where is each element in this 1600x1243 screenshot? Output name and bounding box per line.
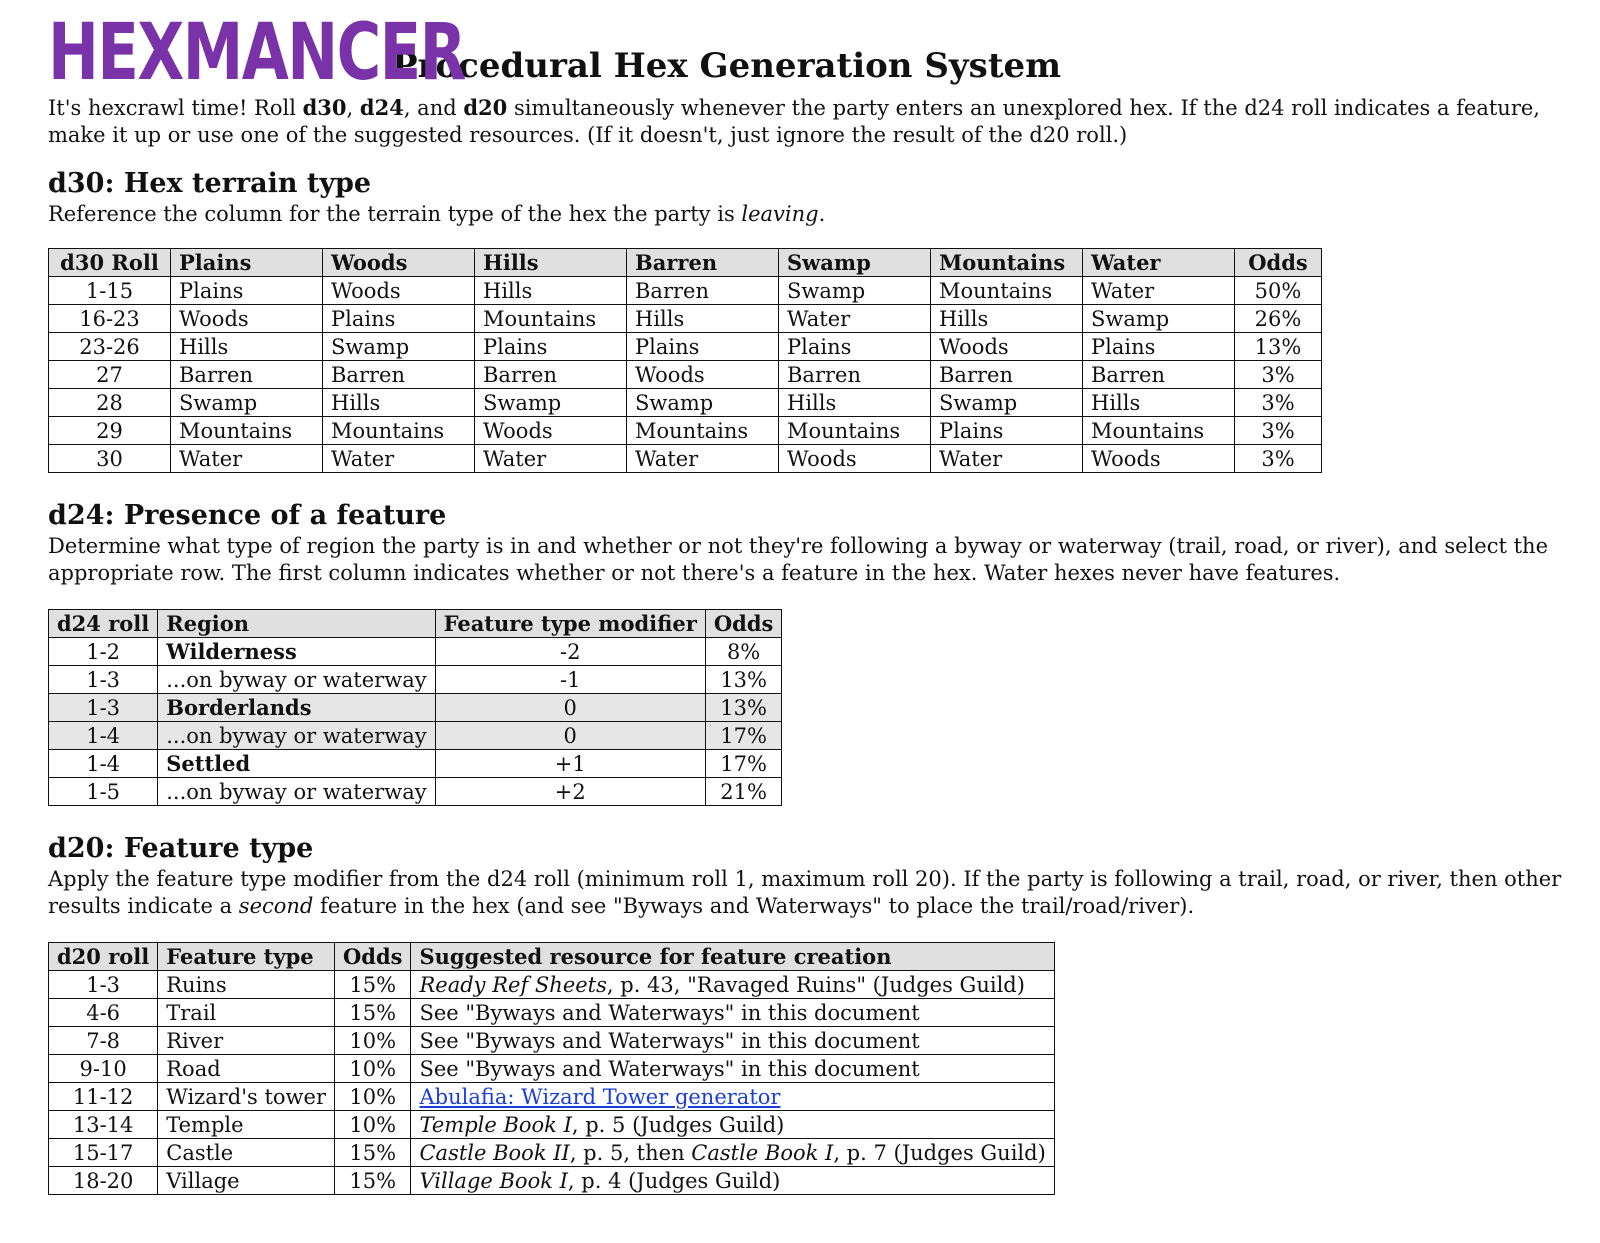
table-cell: Woods (171, 305, 323, 333)
region-cell: Settled (158, 750, 435, 778)
resource-cell (411, 1055, 1054, 1083)
column-header: Plains (171, 249, 323, 277)
table-cell: Water (323, 445, 475, 473)
table-cell: Mountains (323, 417, 475, 445)
intro-d20: d20 (463, 95, 508, 120)
table-cell: 3% (1235, 417, 1322, 445)
table-row (49, 666, 782, 694)
column-header: d24 roll (49, 610, 158, 638)
table-cell: Swamp (171, 389, 323, 417)
resource-book-title: Temple Book I (419, 1112, 572, 1137)
odds-cell: 8% (705, 638, 781, 666)
odds-cell: 15% (335, 1167, 411, 1195)
desc-text: . (818, 202, 826, 226)
feature-type-table (48, 942, 1055, 1195)
table-cell: Mountains (627, 417, 779, 445)
table-cell: Hills (627, 305, 779, 333)
table-cell: Swamp (475, 389, 627, 417)
table-cell: 3% (1235, 361, 1322, 389)
roll-cell: 1-5 (49, 778, 158, 806)
modifier-cell: 0 (435, 694, 705, 722)
region-cell: ...on byway or waterway (158, 666, 435, 694)
table-cell: Mountains (1083, 417, 1235, 445)
feature-presence-table (48, 609, 782, 806)
table-cell: Hills (931, 305, 1083, 333)
column-header: d20 roll (49, 943, 158, 971)
table-row (49, 333, 1322, 361)
region-cell: ...on byway or waterway (158, 778, 435, 806)
feature-type-cell: Ruins (158, 971, 335, 999)
feature-type-cell: Castle (158, 1139, 335, 1167)
roll-cell: 9-10 (49, 1055, 158, 1083)
odds-cell: 17% (705, 750, 781, 778)
resource-cell (411, 1167, 1054, 1195)
table-cell: 50% (1235, 277, 1322, 305)
roll-cell: 11-12 (49, 1083, 158, 1111)
table-cell: Water (931, 445, 1083, 473)
table-cell: 23-26 (49, 333, 171, 361)
odds-cell: 10% (335, 1083, 411, 1111)
table-row (49, 971, 1055, 999)
resource-cell (411, 1139, 1054, 1167)
desc-text: Reference the column for the terrain type of the hex the party is (48, 202, 742, 226)
column-header: Odds (1235, 249, 1322, 277)
column-header: Hills (475, 249, 627, 277)
table-row (49, 1167, 1055, 1195)
resource-book-title: Village Book I (419, 1168, 568, 1193)
column-header: Odds (705, 610, 781, 638)
column-header: Region (158, 610, 435, 638)
terrain-table (48, 248, 1322, 473)
page-title: Procedural Hex Generation System (392, 46, 1062, 86)
odds-cell: 10% (335, 1027, 411, 1055)
desc-emphasis: leaving (741, 202, 819, 226)
roll-cell: 1-2 (49, 638, 158, 666)
table-cell: Water (171, 445, 323, 473)
column-header: Suggested resource for feature creation (411, 943, 1054, 971)
resource-text: See "Byways and Waterways" in this document (419, 1028, 920, 1053)
region-cell: Wilderness (158, 638, 435, 666)
table-cell: Hills (171, 333, 323, 361)
section-heading-feature-presence: d24: Presence of a feature (48, 500, 447, 531)
table-cell: Plains (1083, 333, 1235, 361)
feature-type-cell: Trail (158, 999, 335, 1027)
resource-text: , p. 5 (Judges Guild) (571, 1112, 785, 1137)
table-row (49, 1111, 1055, 1139)
table-row (49, 1027, 1055, 1055)
table-row (49, 638, 782, 666)
odds-cell: 10% (335, 1055, 411, 1083)
column-header: Feature type modifier (435, 610, 705, 638)
table-row (49, 277, 1322, 305)
roll-cell: 13-14 (49, 1111, 158, 1139)
hexmancer-logo: HEXMANCER (48, 8, 465, 98)
table-row (49, 389, 1322, 417)
table-row (49, 361, 1322, 389)
modifier-cell: +2 (435, 778, 705, 806)
table-row (49, 305, 1322, 333)
modifier-cell: -2 (435, 638, 705, 666)
feature-type-cell: Village (158, 1167, 335, 1195)
desc-text: feature in the hex (and see "Byways and Waterways" to place the trail/road/river). (313, 894, 1195, 918)
modifier-cell: -1 (435, 666, 705, 694)
column-header: Odds (335, 943, 411, 971)
document-page (48, 6, 1568, 1195)
table-cell: Barren (627, 277, 779, 305)
odds-cell: 13% (705, 694, 781, 722)
modifier-cell: 0 (435, 722, 705, 750)
odds-cell: 15% (335, 999, 411, 1027)
intro-text: , (346, 96, 360, 120)
roll-cell: 7-8 (49, 1027, 158, 1055)
table-cell: Hills (475, 277, 627, 305)
resource-text: See "Byways and Waterways" in this document (419, 1000, 920, 1025)
resource-book-title: Ready Ref Sheets (419, 972, 607, 997)
table-cell: Water (1083, 277, 1235, 305)
table-cell: Barren (323, 361, 475, 389)
table-row (49, 1083, 1055, 1111)
table-cell: 1-15 (49, 277, 171, 305)
table-header-row (49, 610, 782, 638)
table-cell: Woods (627, 361, 779, 389)
odds-cell: 10% (335, 1111, 411, 1139)
table-cell: Swamp (1083, 305, 1235, 333)
table-cell: Plains (627, 333, 779, 361)
column-header: Swamp (779, 249, 931, 277)
table-row (49, 722, 782, 750)
region-cell: Borderlands (158, 694, 435, 722)
header (48, 6, 1568, 98)
table-cell: Barren (931, 361, 1083, 389)
roll-cell: 1-3 (49, 694, 158, 722)
table-cell: Woods (779, 445, 931, 473)
feature-type-cell: Wizard's tower (158, 1083, 335, 1111)
table-cell: 13% (1235, 333, 1322, 361)
intro-paragraph (48, 94, 1558, 149)
section-desc-feature-presence: Determine what type of region the party is in and whether or not they're following a byway or waterway (trail, road, or river), and select the appropriate row. The first column indicates whether or not there's a feature in the hex. Water hexes never have features. (48, 534, 1548, 585)
table-cell: Water (779, 305, 931, 333)
resource-text: See "Byways and Waterways" in this document (419, 1056, 920, 1081)
table-cell: Barren (779, 361, 931, 389)
modifier-cell: +1 (435, 750, 705, 778)
table-cell: Mountains (171, 417, 323, 445)
resource-text: , p. 4 (Judges Guild) (567, 1168, 781, 1193)
column-header: Feature type (158, 943, 335, 971)
column-header: Mountains (931, 249, 1083, 277)
table-row (49, 417, 1322, 445)
resource-text: , p. 43, "Ravaged Ruins" (Judges Guild) (606, 972, 1025, 997)
table-cell: Water (627, 445, 779, 473)
roll-cell: 15-17 (49, 1139, 158, 1167)
odds-cell: 15% (335, 1139, 411, 1167)
resource-book-title: Castle Book II (419, 1140, 570, 1165)
table-cell: Plains (323, 305, 475, 333)
table-cell: Woods (323, 277, 475, 305)
roll-cell: 1-3 (49, 971, 158, 999)
table-row (49, 778, 782, 806)
table-header-row (49, 943, 1055, 971)
table-cell: Swamp (627, 389, 779, 417)
section-desc-terrain (48, 201, 1568, 228)
wizard-tower-generator-link[interactable]: Abulafia: Wizard Tower generator (419, 1084, 781, 1109)
roll-cell: 1-3 (49, 666, 158, 694)
roll-cell: 1-4 (49, 750, 158, 778)
desc-emphasis: second (238, 894, 314, 918)
table-cell: 28 (49, 389, 171, 417)
table-cell: 27 (49, 361, 171, 389)
column-header: Water (1083, 249, 1235, 277)
table-cell: Woods (475, 417, 627, 445)
intro-text: , and (403, 96, 464, 120)
roll-cell: 18-20 (49, 1167, 158, 1195)
column-header: Barren (627, 249, 779, 277)
table-cell: Mountains (779, 417, 931, 445)
table-cell: Mountains (475, 305, 627, 333)
desc-text: Apply the feature type modifier from the d24 roll (minimum roll 1, maximum roll 20). If the party is following a trail, road, or river, then other results indicate a (48, 867, 1562, 918)
table-cell: Mountains (931, 277, 1083, 305)
resource-text: , p. 5, then (569, 1140, 692, 1165)
table-cell: Barren (475, 361, 627, 389)
section-desc-feature-type (48, 866, 1568, 920)
table-cell: Swamp (323, 333, 475, 361)
table-cell: Swamp (779, 277, 931, 305)
section-heading-feature-type: d20: Feature type (48, 833, 314, 864)
table-row (49, 1055, 1055, 1083)
odds-cell: 15% (335, 971, 411, 999)
table-cell: Barren (171, 361, 323, 389)
table-cell: Woods (931, 333, 1083, 361)
table-cell: Hills (323, 389, 475, 417)
roll-cell: 1-4 (49, 722, 158, 750)
section-heading-terrain: d30: Hex terrain type (48, 168, 372, 199)
table-row (49, 694, 782, 722)
resource-cell (411, 1083, 1054, 1111)
resource-cell (411, 1111, 1054, 1139)
table-row (49, 445, 1322, 473)
table-cell: Plains (931, 417, 1083, 445)
table-cell: 26% (1235, 305, 1322, 333)
feature-type-cell: River (158, 1027, 335, 1055)
table-row (49, 750, 782, 778)
table-cell: Hills (1083, 389, 1235, 417)
table-cell: Swamp (931, 389, 1083, 417)
intro-d24: d24 (359, 95, 404, 120)
odds-cell: 21% (705, 778, 781, 806)
table-cell: 29 (49, 417, 171, 445)
table-cell: Barren (1083, 361, 1235, 389)
odds-cell: 13% (705, 666, 781, 694)
table-row (49, 1139, 1055, 1167)
roll-cell: 4-6 (49, 999, 158, 1027)
intro-d30: d30 (302, 95, 347, 120)
table-cell: 30 (49, 445, 171, 473)
table-cell: Water (475, 445, 627, 473)
region-cell: ...on byway or waterway (158, 722, 435, 750)
table-cell: Hills (779, 389, 931, 417)
table-cell: 16-23 (49, 305, 171, 333)
column-header: d30 Roll (49, 249, 171, 277)
table-cell: Plains (475, 333, 627, 361)
resource-cell (411, 971, 1054, 999)
intro-text: It's hexcrawl time! Roll (48, 96, 303, 120)
intro-text: simultaneously whenever the party enters an unexplored hex. If the d24 roll indicates a feature, make it up or use one of the suggested resources. (If it doesn't, just ignore the result of the d20 roll.) (48, 96, 1540, 147)
resource-book-title: Castle Book I (691, 1140, 834, 1165)
feature-type-cell: Temple (158, 1111, 335, 1139)
odds-cell: 17% (705, 722, 781, 750)
table-cell: Plains (779, 333, 931, 361)
feature-type-cell: Road (158, 1055, 335, 1083)
table-header-row (49, 249, 1322, 277)
table-row (49, 999, 1055, 1027)
resource-cell (411, 999, 1054, 1027)
resource-cell (411, 1027, 1054, 1055)
table-cell: 3% (1235, 445, 1322, 473)
table-cell: Plains (171, 277, 323, 305)
resource-text: , p. 7 (Judges Guild) (833, 1140, 1046, 1165)
table-cell: Woods (1083, 445, 1235, 473)
table-cell: 3% (1235, 389, 1322, 417)
column-header: Woods (323, 249, 475, 277)
